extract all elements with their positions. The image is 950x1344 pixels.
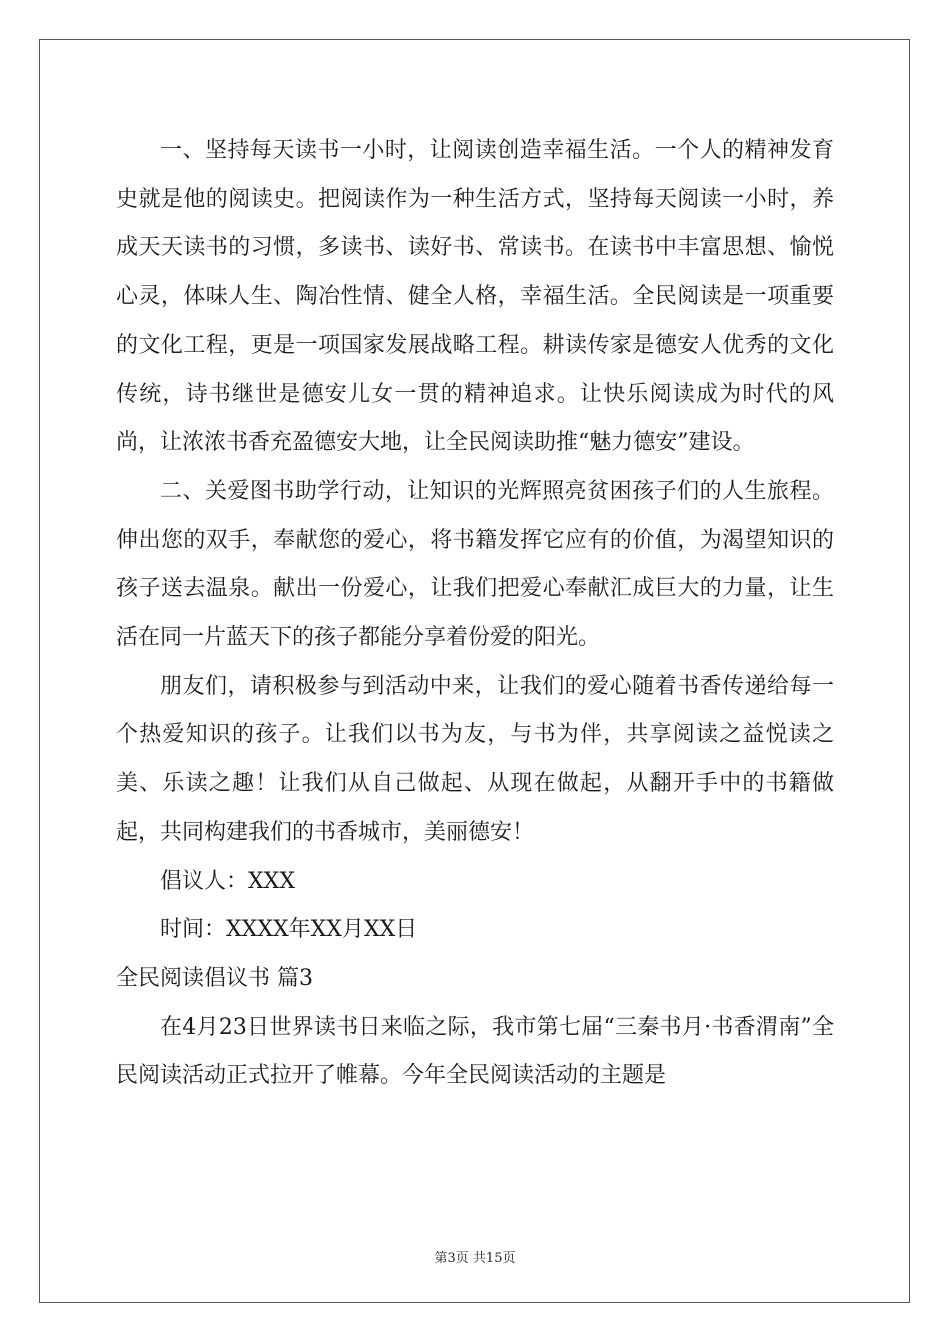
proposer-line: 倡议人：XXX: [160, 868, 295, 894]
section-heading: 全民阅读倡议书 篇3: [116, 965, 313, 991]
paragraph-3: 朋友们，请积极参与到活动中来，让我们的爱心随着书香传递给每一个热爱知识的孩子。让我们以书为友，与书为伴，共享阅读之益悦读之美、乐读之趣！让我们从自己做起、从现在做起，从翻开手中的书籍做起，共同构建我们的书香城市，美丽德安！: [116, 673, 834, 845]
document-body: [116, 127, 834, 1101]
paragraph-2: 二、关爱图书助学行动，让知识的光辉照亮贫困孩子们的人生旅程。伸出您的双手，奉献您的爱心，将书籍发挥它应有的价值，为渴望知识的孩子送去温泉。献出一份爱心，让我们把爱心奉献汇成巨大的力量，让生活在同一片蓝天下的孩子都能分享着份爱的阳光。: [116, 478, 834, 651]
page-footer: 第3页 共15页: [434, 1251, 516, 1266]
paragraph-1: 一、坚持每天读书一小时，让阅读创造幸福生活。一个人的精神发育史就是他的阅读史。把阅读作为一种生活方式，坚持每天阅读一小时，养成天天读书的习惯，多读书、读好书、常读书。在读书中丰富思想、愉悦心灵，体味人生、陶冶性情、健全人格，幸福生活。全民阅读是一项重要的文化工程，更是一项国家发展战略工程。耕读传家是德安人优秀的文化传统，诗书继世是德安儿女一贯的精神追求。让快乐阅读成为时代的风尚，让浓浓书香充盈德安大地，让全民阅读助推“魅力德安”建设。: [116, 138, 834, 456]
date-line: 时间：XXXX年XX月XX日: [160, 917, 418, 943]
section-paragraph: 在4月23日世界读书日来临之际，我市第七届“三秦书月·书香渭南”全民阅读活动正式拉开了帷幕。今年全民阅读活动的主题是: [116, 1014, 834, 1089]
